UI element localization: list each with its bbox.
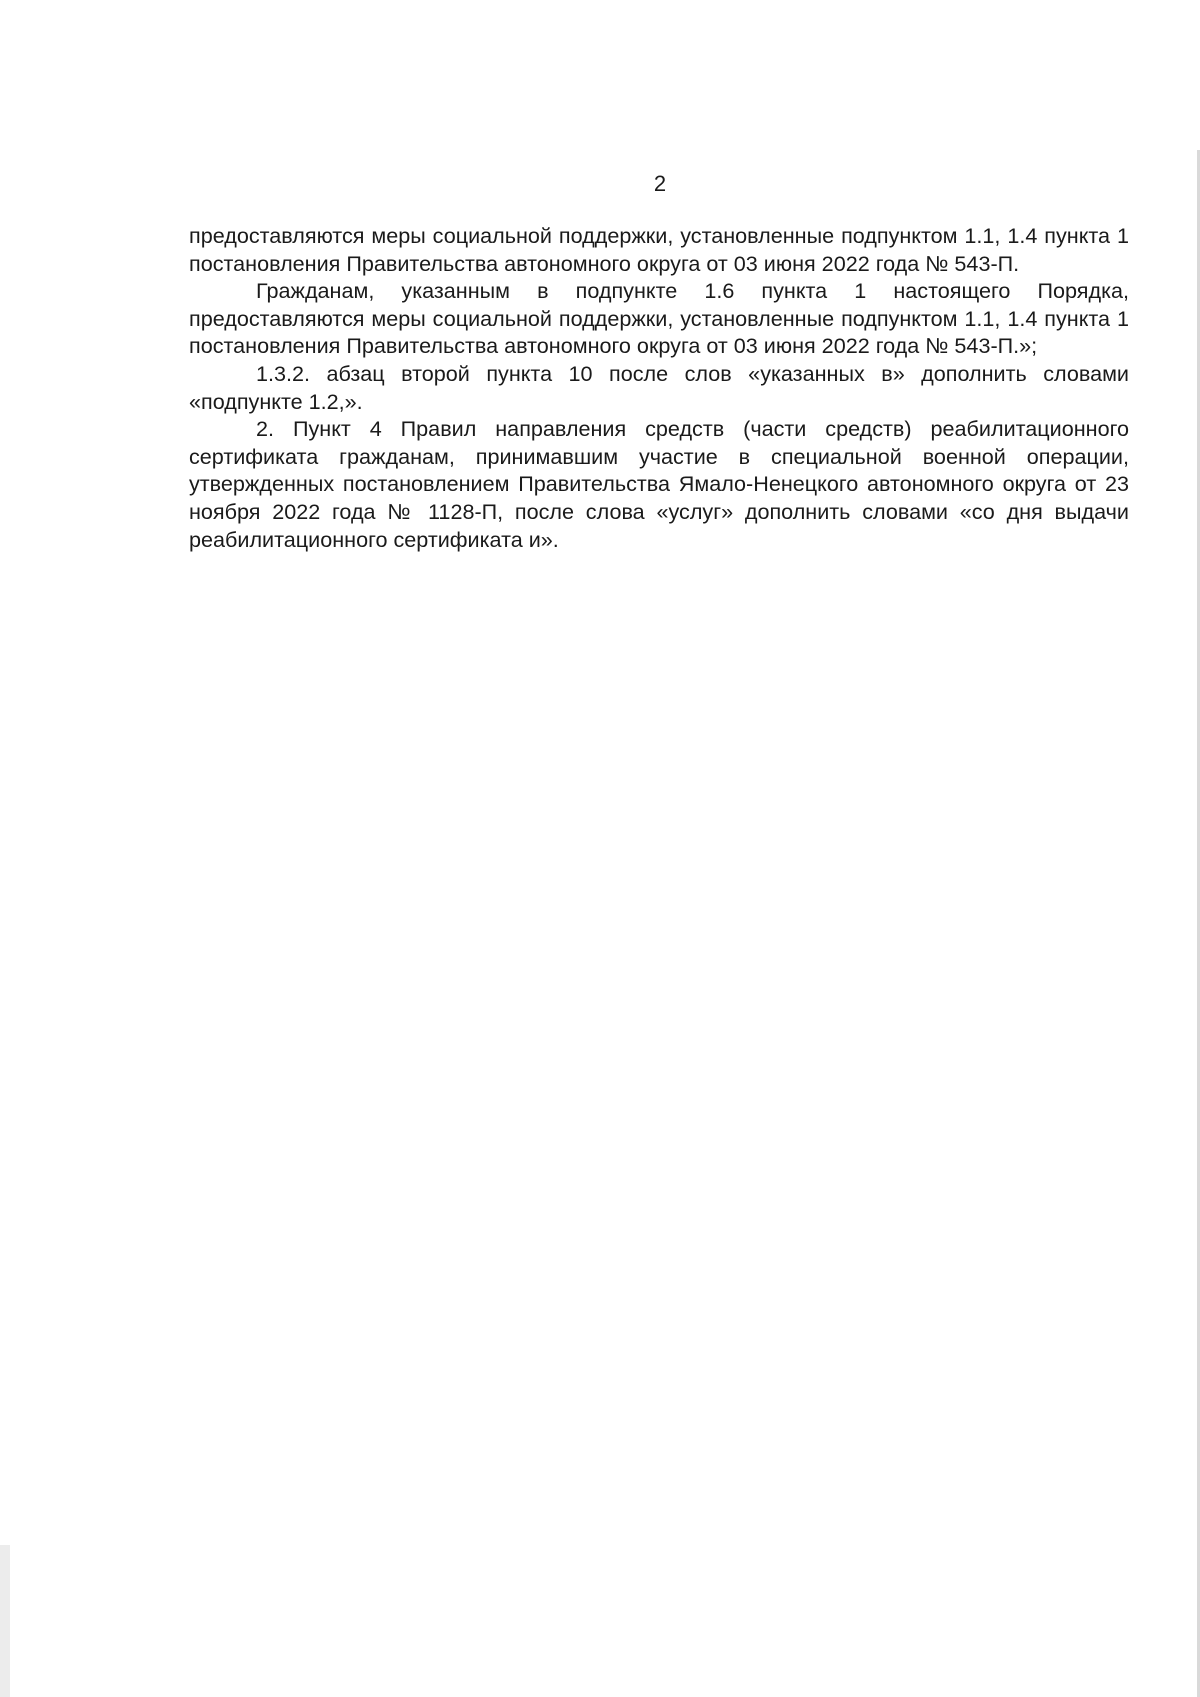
page-number: 2 [653, 171, 667, 196]
paragraph-continuation: предоставляются меры социальной поддержки, установленные подпунктом 1.1, 1.4 пункта 1 постановления Правительства автономного округа от 03 июня 2022 года № 543-П. [189, 223, 1129, 276]
scan-edge-bottom-left [0, 1545, 10, 1697]
document-body [189, 222, 1129, 553]
paragraph-2: 2. Пункт 4 Правил направления средств (части средств) реабилитационного сертификата гражданам, принимавшим участие в специальной военной операции, утвержденных постановлением Правительства Ямало-Ненецкого автономного округа от 23 ноября 2022 года № 1128-П, после слова «услуг» дополнить словами «со дня выдачи реабилитационного сертификата и». [189, 416, 1129, 552]
paragraph-citizens-1-6: Гражданам, указанным в подпункте 1.6 пункта 1 настоящего Порядка, предоставляются меры социальной поддержки, установленные подпунктом 1.1, 1.4 пункта 1 постановления Правительства автономного округа от 03 июня 2022 года № 543-П.»; [189, 278, 1129, 359]
paragraph-1-3-2: 1.3.2. абзац второй пункта 10 после слов «указанных в» дополнить словами «подпункте 1.2,». [189, 360, 1129, 414]
